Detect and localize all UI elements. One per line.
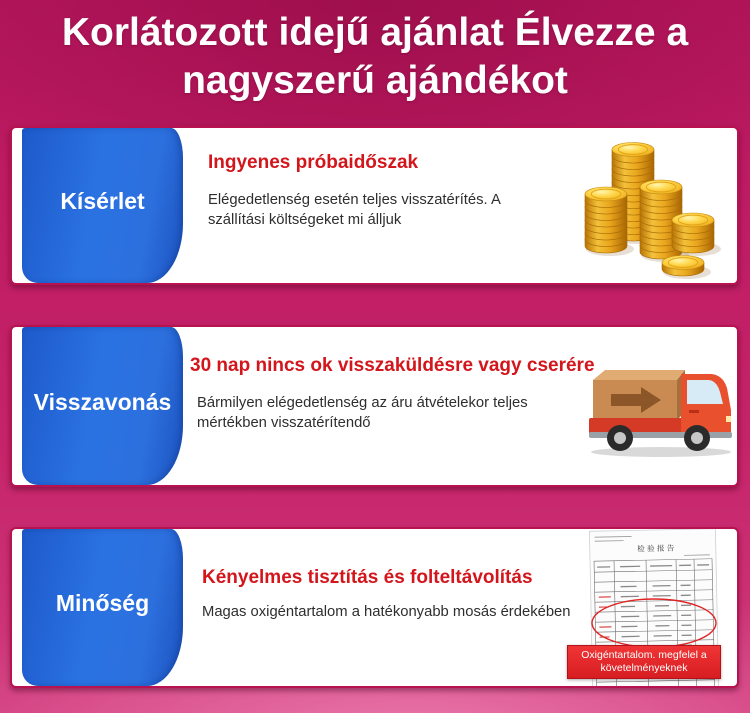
- rear-wheel-hub: [614, 432, 626, 444]
- gold-coins-image: [573, 135, 725, 283]
- card-description: Magas oxigéntartalom a hatékonyabb mosás érdekében: [202, 604, 571, 620]
- card-tab: [22, 327, 183, 485]
- cargo-box-top: [593, 370, 685, 380]
- front-wheel-hub: [691, 432, 703, 444]
- coin-stack: [672, 213, 714, 253]
- card-tab: [22, 128, 183, 283]
- card-heading: Kényelmes tisztítás és folteltávolítás: [202, 567, 533, 588]
- door-handle: [689, 410, 699, 413]
- coin-stack: [585, 187, 627, 253]
- tab-label: Visszavonás: [33, 388, 172, 415]
- quality-card: [10, 527, 739, 688]
- card-description: Bármilyen elégedetlenség az áru átvételekor teljes mértékben visszatérítendő: [197, 395, 528, 431]
- badge-label: Oxigéntartalom. megfelel a követelményeknek: [581, 649, 707, 674]
- card-tab: [22, 529, 183, 686]
- headlight: [726, 416, 731, 422]
- tab-label: Minőség: [55, 590, 150, 616]
- trial-card: [10, 126, 739, 285]
- compliance-badge: [567, 645, 721, 679]
- card-description: Elégedetlenség esetén teljes visszatérítés. A szállítási költségeket mi álljuk: [208, 192, 501, 228]
- tab-label: Kísérlet: [60, 188, 145, 214]
- card-heading: 30 nap nincs ok visszaküldésre vagy cserére: [190, 355, 595, 376]
- delivery-truck-image: [585, 360, 735, 460]
- coin-stack: [662, 256, 704, 277]
- card-heading: Ingyenes próbaidőszak: [208, 152, 419, 173]
- report-title: 检 验 报 告: [637, 543, 675, 554]
- page-title: Korlátozott idejű ajánlat Élvezze a nagyszerű ajándékot: [61, 11, 689, 102]
- return-card: [10, 325, 739, 487]
- truck-shadow: [591, 447, 731, 457]
- truck-bed: [589, 418, 685, 434]
